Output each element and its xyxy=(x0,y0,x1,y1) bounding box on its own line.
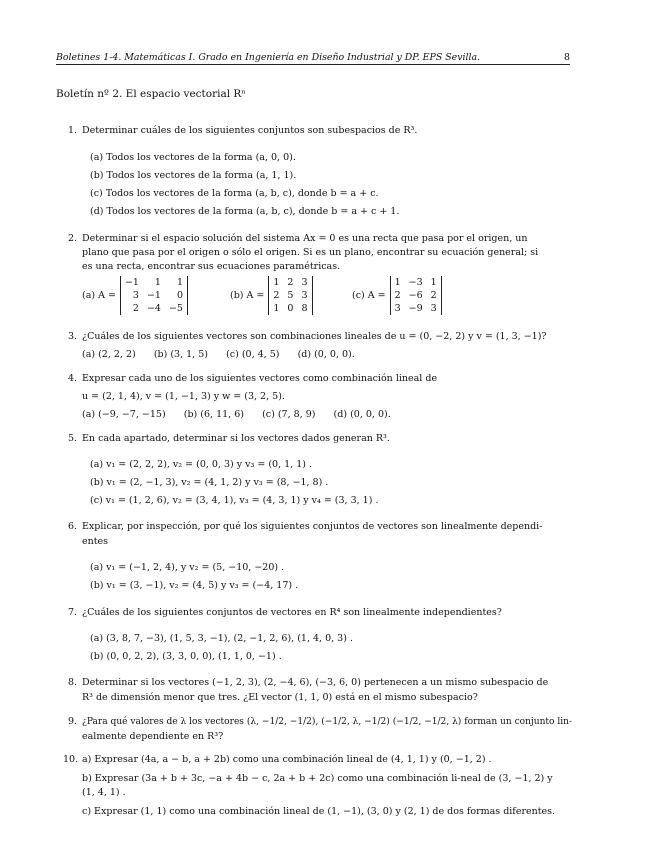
problem-8-number: 8. xyxy=(68,677,78,688)
problem-5-item-b: (b) v₁ = (2, −1, 3), v₂ = (4, 1, 2) y v₃ = (8, −1, 8) . xyxy=(90,477,329,488)
problem-1-item-a: (a) Todos los vectores de la forma (a, 0, 0). xyxy=(90,152,296,163)
problem-7-item-b: (b) (0, 0, 2, 2), (3, 3, 0, 0), (1, 1, 0, −1) . xyxy=(90,651,282,662)
problem-6-line-2: entes xyxy=(82,536,109,547)
problem-3-number: 3. xyxy=(68,331,78,342)
problem-2-number: 2. xyxy=(68,233,78,244)
problem-4-items: (a) (−9, −7, −15) (b) (6, 11, 6) (c) (7, 8, 9) (d) (0, 0, 0). xyxy=(82,409,391,420)
problem-1-item-b: (b) Todos los vectores de la forma (a, 1, 1). xyxy=(90,170,297,181)
matrix-cell: 8 xyxy=(301,303,308,314)
problem-6-item-a: (a) v₁ = (−1, 2, 4), y v₂ = (5, −10, −20) . xyxy=(90,562,285,573)
matrix-a xyxy=(82,276,188,315)
problem-1-text: Determinar cuáles de los siguientes conjuntos son subespacios de R³. xyxy=(82,125,418,136)
problem-10-part-b-line-2: (1, 4, 1) . xyxy=(82,787,126,798)
problem-10-number: 10. xyxy=(63,754,79,765)
problem-7-item-a: (a) (3, 8, 7, −3), (1, 5, 3, −1), (2, −1, 2, 6), (1, 4, 0, 3) . xyxy=(90,633,353,644)
matrix-cell: 2 xyxy=(132,303,139,314)
matrix-b-label: (b) A = xyxy=(230,290,265,301)
problem-10-part-a: a) Expresar (4a, a − b, a + 2b) como una combinación lineal de (4, 1, 1) y (0, −1, 2) . xyxy=(82,754,492,765)
matrix-cell: −4 xyxy=(146,303,161,314)
matrix-c-table xyxy=(390,276,442,315)
matrix-cell: 1 xyxy=(154,277,161,288)
problem-5-item-a: (a) v₁ = (2, 2, 2), v₂ = (0, 0, 3) y v₃ = (0, 1, 1) . xyxy=(90,459,312,470)
matrix-cell: 0 xyxy=(176,290,183,301)
matrix-cell: 5 xyxy=(287,290,294,301)
matrix-b-table xyxy=(268,276,312,315)
problem-6-line-1: Explicar, por inspección, por qué los siguientes conjuntos de vectores son linealmente dependi- xyxy=(82,521,543,532)
matrix-cell: 1 xyxy=(430,277,437,288)
matrix-b xyxy=(230,276,313,315)
matrix-cell: 1 xyxy=(273,277,280,288)
matrix-cell: 3 xyxy=(394,303,401,314)
problem-9-number: 9. xyxy=(68,716,78,727)
problem-8-line-1: Determinar si los vectores (−1, 2, 3), (2, −4, 6), (−3, 6, 0) pertenecen a un mismo subespacio de xyxy=(82,677,549,688)
header-title: Boletines 1-4. Matemáticas I. Grado en Ingeniería en Diseño Industrial y DP. EPS Sevilla. xyxy=(56,52,481,63)
problem-1-item-d: (d) Todos los vectores de la forma (a, b, c), donde b = a + c + 1. xyxy=(90,206,400,217)
problem-7-text: ¿Cuáles de los siguientes conjuntos de vectores en R⁴ son linealmente independientes? xyxy=(82,607,502,618)
matrix-a-label: (a) A = xyxy=(82,290,116,301)
problem-8-line-2: R³ de dimensión menor que tres. ¿El vector (1, 1, 0) está en el mismo subespacio? xyxy=(82,692,478,703)
matrix-cell: −1 xyxy=(146,290,161,301)
running-header xyxy=(56,52,570,63)
matrix-cell: −1 xyxy=(124,277,139,288)
problem-3-items: (a) (2, 2, 2) (b) (3, 1, 5) (c) (0, 4, 5) (d) (0, 0, 0). xyxy=(82,349,355,360)
matrix-cell: 3 xyxy=(430,303,437,314)
matrix-cell: 3 xyxy=(132,290,139,301)
matrix-cell: 2 xyxy=(273,290,280,301)
matrix-cell: 1 xyxy=(273,303,280,314)
matrix-cell: −9 xyxy=(408,303,423,314)
problem-4-number: 4. xyxy=(68,373,78,384)
matrix-cell: −3 xyxy=(408,277,423,288)
problem-9-line-1: ¿Para qué valores de λ los vectores (λ, −1/2, −1/2), (−1/2, λ, −1/2) (−1/2, −1/2, λ) forman un conjunto lin- xyxy=(82,716,573,727)
matrix-a-table xyxy=(120,276,188,315)
matrix-cell: 2 xyxy=(287,277,294,288)
problem-3-text: ¿Cuáles de los siguientes vectores son combinaciones lineales de u = (0, −2, 2) y v = (1, 3, −1)? xyxy=(82,331,547,342)
header-rule xyxy=(56,64,570,65)
matrix-cell: 1 xyxy=(176,277,183,288)
problem-1-number: 1. xyxy=(68,125,78,136)
problem-10-part-b-line-1: b) Expresar (3a + b + 3c, −a + 4b − c, 2a + b + 2c) como una combinación li-neal de (3, −1, 2) y xyxy=(82,773,553,784)
problem-2-line-2: plano que pasa por el origen o sólo el origen. Si es un plano, encontrar su ecuación general; si xyxy=(82,247,539,258)
matrix-cell: 3 xyxy=(301,290,308,301)
page-number: 8 xyxy=(564,52,570,63)
problem-5-text: En cada apartado, determinar si los vectores dados generan R³. xyxy=(82,433,390,444)
problem-1-item-c: (c) Todos los vectores de la forma (a, b, c), donde b = a + c. xyxy=(90,188,379,199)
problem-5-number: 5. xyxy=(68,433,78,444)
matrix-cell: 0 xyxy=(287,303,294,314)
problem-6-item-b: (b) v₁ = (3, −1), v₂ = (4, 5) y v₃ = (−4, 17) . xyxy=(90,580,299,591)
matrix-cell: 1 xyxy=(394,277,401,288)
bulletin-title: Boletín nº 2. El espacio vectorial Rⁿ xyxy=(56,88,246,100)
problem-5-item-c: (c) v₁ = (1, 2, 6), v₂ = (3, 4, 1), v₃ = (4, 3, 1) y v₄ = (3, 3, 1) . xyxy=(90,495,379,506)
matrix-c-label: (c) A = xyxy=(352,290,386,301)
problem-10-part-c: c) Expresar (1, 1) como una combinación lineal de (1, −1), (3, 0) y (2, 1) de dos formas diferentes. xyxy=(82,806,556,817)
matrix-cell: 3 xyxy=(301,277,308,288)
matrix-cell: 2 xyxy=(394,290,401,301)
matrix-cell: −5 xyxy=(168,303,183,314)
problem-2-line-1: Determinar si el espacio solución del sistema Ax = 0 es una recta que pasa por el origen, un xyxy=(82,233,528,244)
problem-4-line-2: u = (2, 1, 4), v = (1, −1, 3) y w = (3, 2, 5). xyxy=(82,391,285,402)
matrix-cell: 2 xyxy=(430,290,437,301)
problem-4-line-1: Expresar cada uno de los siguientes vectores como combinación lineal de xyxy=(82,373,438,384)
matrix-cell: −6 xyxy=(408,290,423,301)
problem-2-line-3: es una recta, encontrar sus ecuaciones paramétricas. xyxy=(82,261,341,272)
problem-6-number: 6. xyxy=(68,521,78,532)
problem-9-line-2: ealmente dependiente en R³? xyxy=(82,731,224,742)
problem-7-number: 7. xyxy=(68,607,78,618)
matrix-c xyxy=(352,276,442,315)
